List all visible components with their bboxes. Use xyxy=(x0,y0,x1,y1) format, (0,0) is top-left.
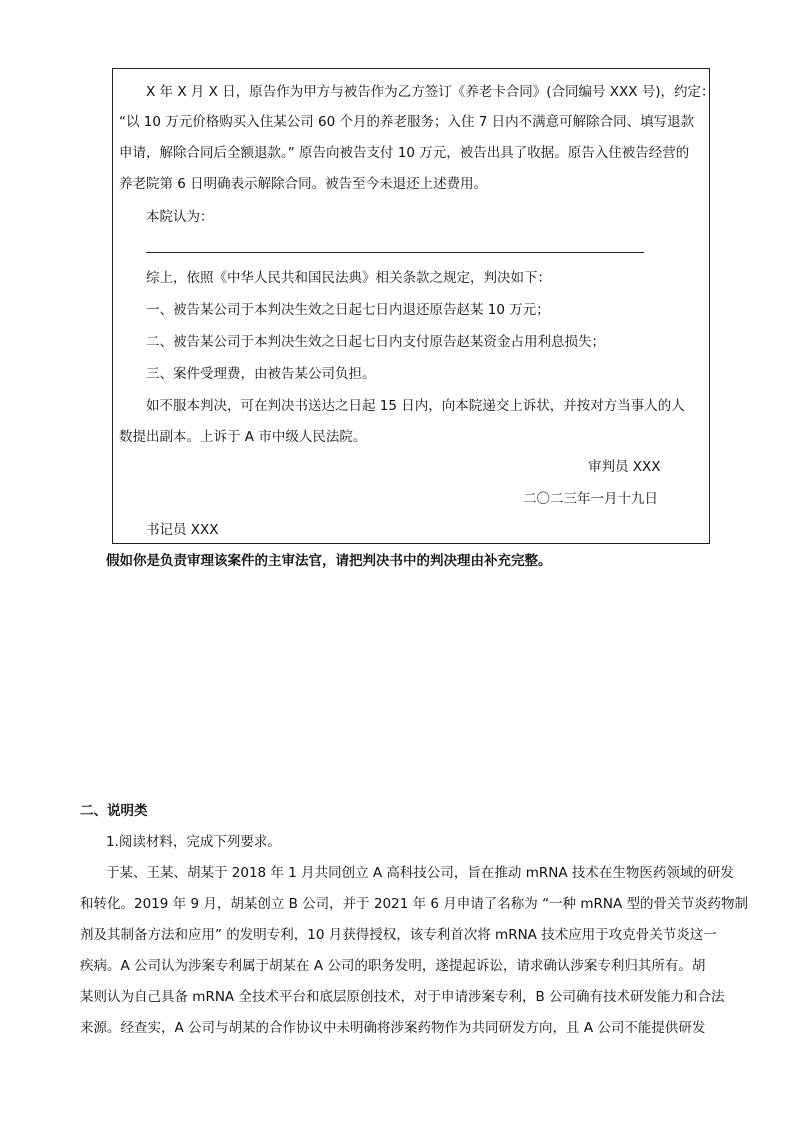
facts-line-1: X 年 X 月 X 日，原告作为甲方与被告作为乙方签订《养老卡合同》(合同编号 XXX 号)，约定： xyxy=(146,84,715,100)
conclusion-line: 综上，依照《中华人民共和国民法典》相关条款之规定，判决如下： xyxy=(146,270,551,286)
appeal-line-2: 数提出副本。上诉于 A 市中级人民法院。 xyxy=(119,429,367,445)
material-line-2: 和转化。2019 年 9 月，胡某创立 B 公司，并于 2021 年 6 月申请了名称为 “一种 mRNA 型的骨关节炎药物制 xyxy=(80,896,749,912)
facts-line-2: “以 10 万元价格购买入住某公司 60 个月的养老服务；入住 7 日内不满意可解除合同、填写退款 xyxy=(119,114,695,130)
clerk-signature: 书记员 XXX xyxy=(146,522,219,538)
ruling-item-2: 二、被告某公司于本判决生效之日起七日内支付原告赵某资金占用利息损失； xyxy=(146,334,605,350)
facts-line-4: 养老院第 6 日明确表示解除合同。被告至今未退还上述费用。 xyxy=(119,176,488,192)
court-opinion-label: 本院认为： xyxy=(146,209,214,225)
judge-signature: 审判员 XXX xyxy=(588,459,661,475)
task-question: 假如你是负责审理该案件的主审法官，请把判决书中的判决理由补充完整。 xyxy=(106,553,552,569)
appeal-line-1: 如不服本判决，可在判决书送达之日起 15 日内，向本院递交上诉状，并按对方当事人的人 xyxy=(146,398,685,414)
material-line-1: 于某、王某、胡某于 2018 年 1 月共同创立 A 高科技公司，旨在推动 mRNA 技术在生物医药领域的研发 xyxy=(106,865,734,881)
material-line-5: 某则认为自己具备 mRNA 全技术平台和底层原创技术，对于申请涉案专利，B 公司确有技术研发能力和合法 xyxy=(80,989,725,1005)
ruling-item-3: 三、案件受理费，由被告某公司负担。 xyxy=(146,366,376,382)
material-line-6: 来源。经查实，A 公司与胡某的合作协议中未明确将涉案药物作为共同研发方向，且 A 公司不能提供研发 xyxy=(80,1020,706,1036)
reasoning-blank-line xyxy=(146,252,644,253)
judgment-date: 二〇二三年一月十九日 xyxy=(523,491,658,507)
section-heading: 二、说明类 xyxy=(80,803,148,819)
section-item-instruction: 1.阅读材料，完成下列要求。 xyxy=(106,834,281,850)
facts-line-3: 申请，解除合同后全额退款。” 原告向被告支付 10 万元，被告出具了收据。原告入住被告经营的 xyxy=(119,145,690,161)
material-line-4: 疾病。A 公司认为涉案专利属于胡某在 A 公司的职务发明，遂提起诉讼，请求确认涉案专利归其所有。胡 xyxy=(80,958,706,974)
material-line-3: 剂及其制备方法和应用” 的发明专利，10 月获得授权，该专利首次将 mRNA 技术应用于攻克骨关节炎这一 xyxy=(80,927,717,943)
ruling-item-1: 一、被告某公司于本判决生效之日起七日内退还原告赵某 10 万元； xyxy=(146,302,550,318)
